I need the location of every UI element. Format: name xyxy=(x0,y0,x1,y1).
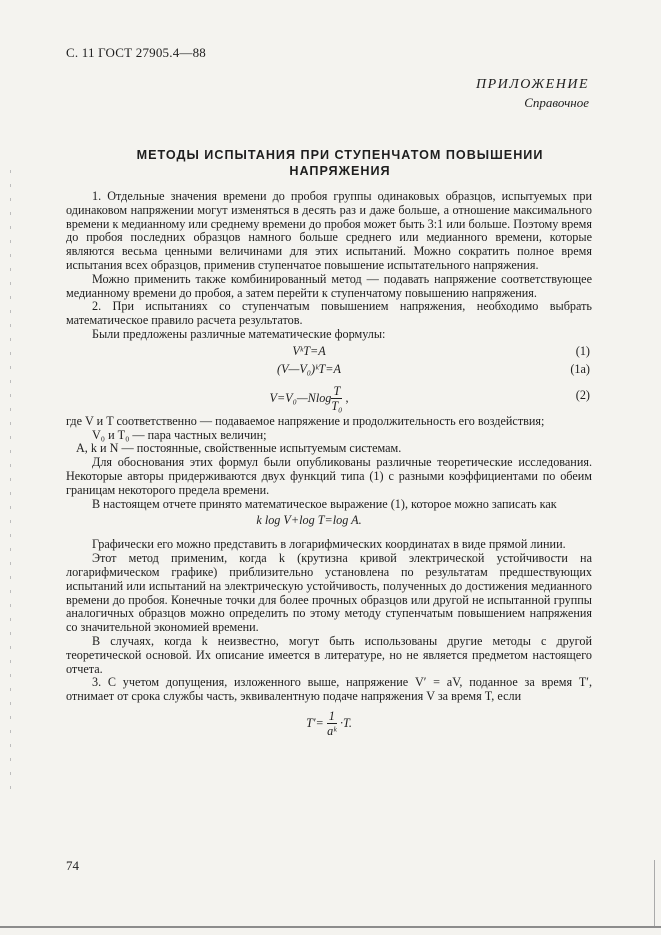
formula-3-expression: k log V+log T=log A. xyxy=(256,513,362,528)
page-header: С. 11 ГОСТ 27905.4—88 xyxy=(66,45,206,60)
scan-edge-left xyxy=(10,170,11,790)
appendix-label xyxy=(476,77,589,111)
appendix-subtitle: Справочное xyxy=(524,95,589,110)
formula-2-left: V=V₀—Nlog xyxy=(269,390,332,405)
paragraph-1: 1. Отдельные значения времени до пробоя группы одинаковых образцов, испытуемых при одинаковом напряжении могут изменяться в десять раз и даже больше, а отношение максимального времени к медианному или среднему времени до пробоя может быть 3:1 или больше. Поэтому время до пробоя последних образцов намного больше среднего или медианного времени, которые являются весьма ценными величинами для этих испытаний. Можно сократить полное время испытания всех образцов, применив ступенчатое повышение испытательного напряжения. xyxy=(66,189,592,272)
formula-4-left: T′= xyxy=(306,715,324,730)
formula-4-expression xyxy=(66,710,592,738)
paragraph-12: В случаях, когда k неизвестно, могут быть использованы другие методы с другой теоретической основой. Их описание имеется в литературе, но не является предметом настоящего отчета. xyxy=(66,633,592,676)
formula-1-expression: VᵏT=A xyxy=(292,343,326,358)
formula-2-expression xyxy=(66,385,552,413)
document-body xyxy=(66,190,592,742)
paragraph-8: Для обоснования этих формул были опубликованы различные теоретические исследования. Некоторые авторы придерживаются двух функций типа (1) с разными коэффициентами по обеим границам некоторого предела времени. xyxy=(66,455,592,497)
formula-2-tail: , xyxy=(345,390,349,405)
scan-edge-bottom xyxy=(0,926,661,928)
formula-2-number: (2) xyxy=(575,387,590,402)
formula-2-numerator: T xyxy=(331,385,342,399)
paragraph-5: где V и T соответственно — подаваемое напряжение и продолжительность его воздействия; xyxy=(66,413,545,428)
formula-2-denominator: T₀ xyxy=(331,398,343,413)
formula-4 xyxy=(66,708,592,742)
formula-1a xyxy=(66,363,592,381)
section-title-line-2: НАПРЯЖЕНИЯ xyxy=(289,164,391,178)
formula-1 xyxy=(66,345,592,363)
formula-4-fraction xyxy=(327,710,337,738)
formula-2 xyxy=(66,381,592,415)
page-number: 74 xyxy=(66,858,79,873)
paragraph-13: 3. С учетом допущения, изложенного выше, напряжение V′ = aV, поданное за время T′, отнимает от срока службы часть, эквивалентную подаче напряжения V за время T, если xyxy=(66,675,592,704)
section-title-line-1: МЕТОДЫ ИСПЫТАНИЯ ПРИ СТУПЕНЧАТОМ ПОВЫШЕНИИ xyxy=(136,148,544,162)
formula-1-number: (1) xyxy=(575,343,590,358)
scan-edge-right xyxy=(654,860,655,926)
paragraph-9: В настоящем отчете принято математическое выражение (1), которое можно записать как xyxy=(92,496,557,511)
paragraph-7: A, k и N — постоянные, свойственные испытуемым системам. xyxy=(76,441,402,456)
paragraph-4: Были предложены различные математические формулы: xyxy=(92,326,386,341)
formula-2-fraction xyxy=(331,385,342,413)
paragraph-6: V₀ и T₀ — пара частных величин; xyxy=(92,427,267,442)
formula-4-denominator: aᵏ xyxy=(327,723,337,738)
paragraph-2: Можно применить также комбинированный метод — подавать напряжение соответствующее медианному времени до пробоя, а затем перейти к ступенчатому повышению напряжения. xyxy=(66,271,592,300)
formula-3 xyxy=(66,514,592,532)
formula-1a-expression: (V—V₀)ᵏT=A xyxy=(277,361,341,376)
formula-4-tail: ·T. xyxy=(339,715,352,730)
section-title xyxy=(100,147,580,179)
formula-1a-number: (1а) xyxy=(570,361,590,376)
paragraph-10: Графически его можно представить в логарифмических координатах в виде прямой линии. xyxy=(92,537,566,552)
paragraph-11: Этот метод применим, когда k (крутизна кривой электрической устойчивости на логарифмическом графике) приблизительно установлена по результатам предшествующих испытаний или испытаний на электрическую устойчивость, полученных до достижения медианного времени до пробоя. Конечные точки для более прочных образцов или другой не испытанной группы аналогичных образцов можно определить по этому методу ступенчатым повышением напряжения со значительной экономией времени. xyxy=(66,551,592,635)
appendix-title: ПРИЛОЖЕНИЕ xyxy=(476,77,589,92)
formula-4-numerator: 1 xyxy=(328,708,335,723)
paragraph-3: 2. При испытаниях со ступенчатым повышением напряжения, необходимо выбрать математическое правило расчета результатов. xyxy=(66,299,592,328)
